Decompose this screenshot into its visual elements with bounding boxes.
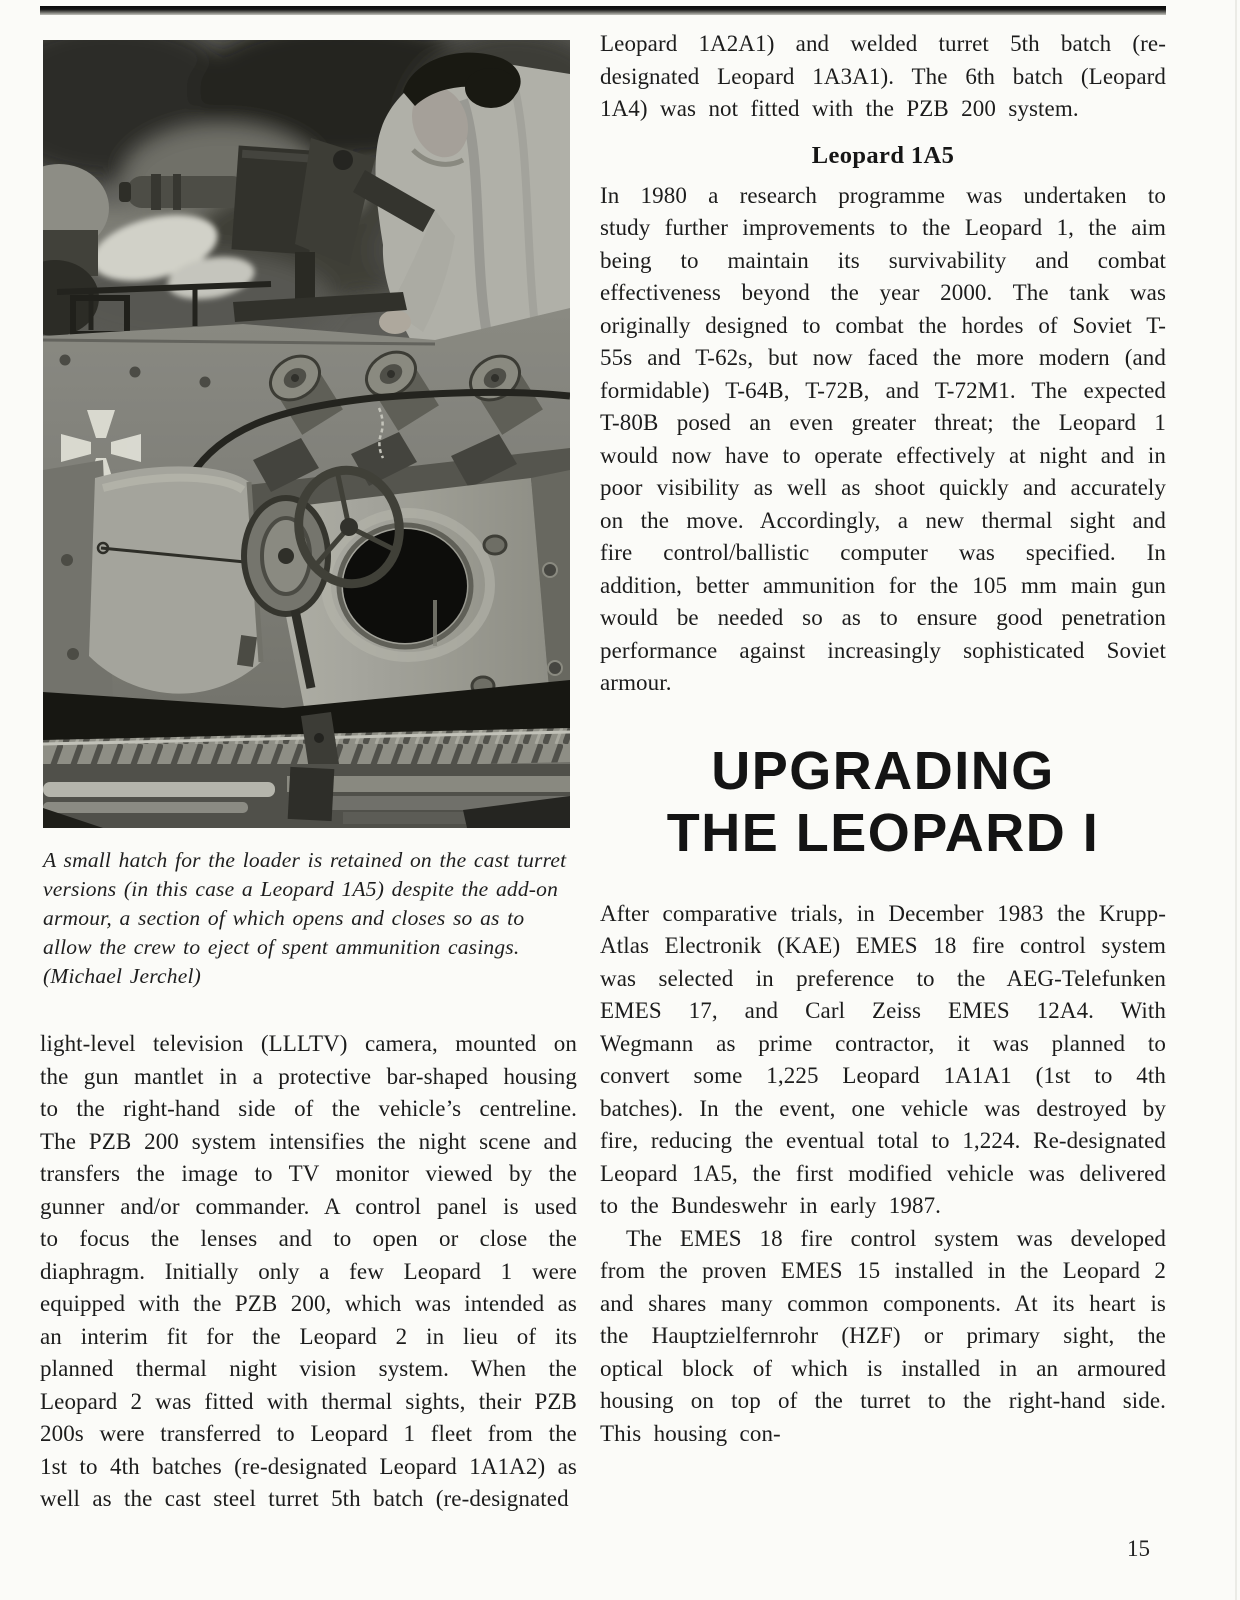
photo-caption-text: A small hatch for the loader is retained on the cast turret versions (in this case a Leopard 1A5) despite the add-on armour, a section of which opens and closes so as to allow the crew to eject of spent ammunition casings.: [43, 848, 567, 959]
continuation-paragraph: Leopard 1A2A1) and welded turret 5th batch (re-designated Leopard 1A3A1). The 6th batch (Leopard 1A4) was not fitted with the PZB 200 system.: [600, 31, 1166, 121]
tank-photo-illustration: [43, 40, 570, 828]
section-heading: Leopard 1A5: [811, 141, 955, 169]
page-number: 15: [1127, 1536, 1150, 1561]
chapter-heading-line2: THE LEOPARD I: [666, 802, 1100, 863]
left-body-paragraph: light-level television (LLLTV) camera, mounted on the gun mantlet in a protective bar-shaped housing to the right-hand side of the vehicle’s centreline. The PZB 200 system intensifies the night scene and transfers the image to TV monitor viewed by the gunner and/or commander. A control panel is used to focus the lenses and to open or close the diaphragm. Initially only a few Leopard 1 were equipped with the PZB 200, which was intended as an interim fit for the Leopard 2 in lieu of its planned thermal night vision system. When the Leopard 2 was fitted with thermal sights, their PZB 200s were transferred to Leopard 1 fleet from the 1st to 4th batches (re-designated Leopard 1A1A2) as well as the cast steel turret 5th batch (re-designated: [40, 1031, 577, 1511]
section-paragraph: In 1980 a research programme was undertaken to study further improvements to the Leopard 1, the aim being to maintain its survivability and combat effectiveness beyond the year 2000. The tank was originally designed to combat the hordes of Soviet T-55s and T-62s, but now faced the more modern (and formidable) T-64B, T-72B, and T-72M1. The expected T-80B posed an even greater threat; the Leopard 1 would now have to operate effectively at night and in poor visibility as well as shoot quickly and accurately on the move. Accordingly, a new thermal sight and fire control/ballistic computer was specified. In addition, better ammunition for the 105 mm main gun would be needed so as to ensure good penetration performance against increasingly sophisticated Soviet armour.: [600, 182, 1166, 695]
top-rule: [40, 6, 1166, 15]
scan-edge-shadow: [1235, 0, 1237, 1600]
chapter-heading: [600, 740, 1166, 864]
photo-credit: (Michael Jerchel): [43, 964, 201, 988]
chapter-heading-line1: UPGRADING: [711, 740, 1055, 801]
photo-caption: [43, 846, 569, 991]
right-column: [600, 28, 1166, 1450]
chapter-paragraph-1: After comparative trials, in December 1983 the Krupp-Atlas Electronik (KAE) EMES 18 fire control system was selected in preference to the AEG-Telefunken EMES 17, and Carl Zeiss EMES 12A4. With Wegmann as prime contractor, it was planned to convert some 1,225 Leopard 1A1A1 (1st to 4th batches). In the event, one vehicle was destroyed by fire, reducing the eventual total to 1,224. Re-designated Leopard 1A5, the first modified vehicle was delivered to the Bundeswehr in early 1987.: [600, 900, 1166, 1218]
tank-photo-figure: [43, 40, 570, 828]
chapter-paragraph-2: The EMES 18 fire control system was developed from the proven EMES 15 installed in the Leopard 2 and shares many common components. At its heart is the Hauptzielfernrohr (HZF) or primary sight, the optical block of which is installed in an armoured housing on top of the turret to the right-hand side. This housing con-: [600, 1225, 1166, 1446]
left-column: [40, 1028, 577, 1516]
